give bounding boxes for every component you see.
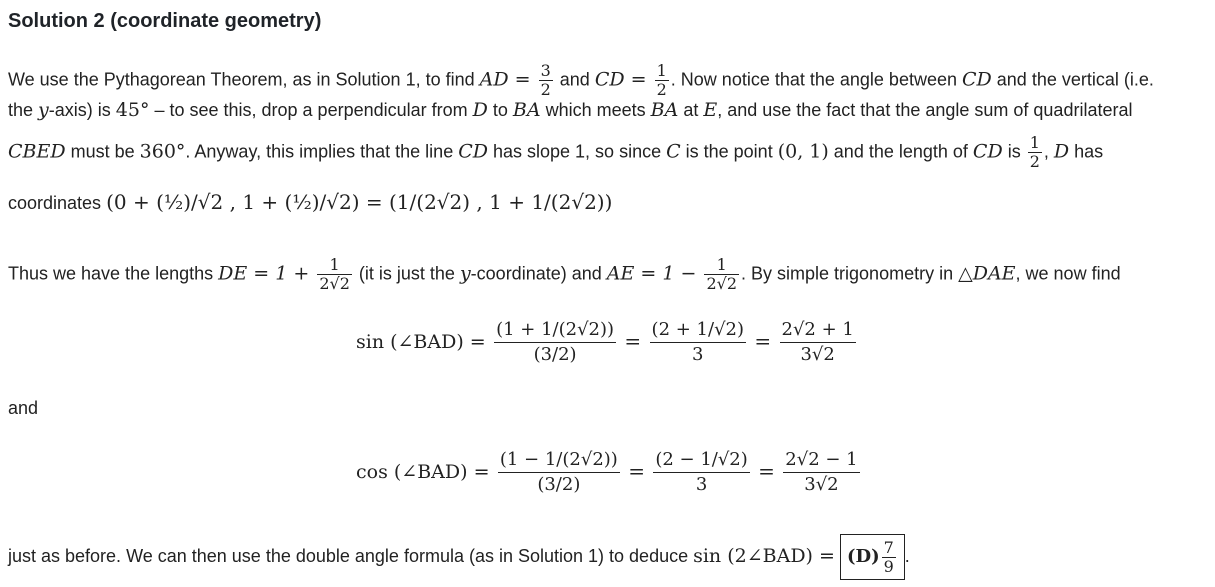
p1-math: BA bbox=[512, 99, 541, 121]
p1-math: AD = bbox=[479, 68, 537, 91]
p1-text: We use the Pythagorean Theorem, as in Solution 1, to find bbox=[8, 69, 480, 90]
paragraph-1-line-3 bbox=[8, 133, 1104, 171]
p1-text: to bbox=[487, 100, 513, 120]
paragraph-2 bbox=[8, 255, 1121, 293]
p1-text: and the length of bbox=[828, 141, 973, 162]
final-period: . bbox=[904, 545, 910, 566]
p1-text: and the vertical (i.e. bbox=[991, 69, 1154, 90]
answer-fraction: $\frac{7}{9}$ bbox=[883, 537, 894, 576]
answer-choice: (D) bbox=[846, 546, 880, 567]
p1-math: E bbox=[703, 99, 718, 121]
p1-math: C bbox=[666, 140, 681, 163]
cos-fraction-2: $\frac{(2 - 1/√2)}{3}$ bbox=[655, 449, 748, 495]
p1-text: , and use the fact that the angle sum of quadrilateral bbox=[717, 100, 1133, 120]
p1-math: 45° bbox=[115, 99, 150, 121]
p1-math: D bbox=[1053, 140, 1070, 163]
p1-text: -axis) is bbox=[48, 100, 116, 120]
p1-text: must be bbox=[65, 141, 140, 162]
sin-fraction-1: $\frac{(1 + 1/(2√2))}{(3/2)}$ bbox=[496, 319, 615, 365]
p1-text: is bbox=[1002, 141, 1026, 162]
and-text: and bbox=[8, 398, 39, 418]
d-coordinates-formula: (0 + (½)/√2 , 1 + (½)/√2) = (1/(2√2) , 1 + 1/(2√2)) bbox=[106, 190, 613, 214]
p1-text: . Now notice that the angle between bbox=[670, 69, 962, 90]
p1-math: D bbox=[472, 99, 488, 121]
equals-sign: = bbox=[758, 459, 775, 483]
cos-fraction-3: $\frac{2√2 - 1}{3√2}$ bbox=[785, 449, 858, 495]
p1-text: has slope 1, so since bbox=[487, 141, 667, 162]
p1-text: at bbox=[678, 100, 704, 120]
sin-equation bbox=[356, 318, 858, 367]
p1-text: coordinates bbox=[8, 193, 107, 213]
p1-math: CD bbox=[972, 140, 1003, 163]
p2-text: , we now find bbox=[1015, 263, 1121, 284]
p1-math: (0, 1) bbox=[777, 140, 829, 163]
final-math: sin (2∠BAD) = bbox=[693, 544, 835, 567]
paragraph-1-line-2 bbox=[8, 96, 1132, 124]
p1-math: CD bbox=[458, 140, 488, 163]
p2-text: Thus we have the lengths bbox=[8, 263, 219, 284]
p2-math: y bbox=[459, 262, 471, 285]
p2-text: (it is just the bbox=[353, 263, 460, 284]
solution-heading: Solution 2 (coordinate geometry) bbox=[8, 10, 322, 32]
equals-sign: = bbox=[754, 329, 772, 353]
fraction-1-over-2: $\frac{1}{2}$ bbox=[656, 61, 667, 99]
fraction-1-over-2: $\frac{1}{2}$ bbox=[1029, 133, 1040, 171]
p1-text: is the point bbox=[680, 141, 778, 162]
answer-box bbox=[840, 534, 905, 580]
p1-text: – to see this, drop a perpendicular from bbox=[149, 100, 473, 120]
sin-fraction-3: $\frac{2√2 + 1}{3√2}$ bbox=[781, 319, 854, 365]
p2-text: . By simple trigonometry in bbox=[741, 263, 959, 284]
p1-text: . Anyway, this implies that the line bbox=[185, 141, 459, 162]
p1-text: , bbox=[1043, 141, 1054, 162]
cos-equation bbox=[356, 448, 862, 497]
p1-math: y bbox=[38, 99, 49, 121]
cos-fraction-1: $\frac{(1 - 1/(2√2))}{(3/2)}$ bbox=[499, 449, 618, 495]
cos-lhs: cos (∠BAD) = bbox=[356, 461, 490, 483]
fraction-1-over-2root2: $\frac{1}{2√2}$ bbox=[706, 255, 738, 293]
final-line bbox=[8, 534, 910, 574]
p1-text: and bbox=[554, 69, 595, 90]
p1-math: CD bbox=[962, 68, 992, 91]
p1-math: CD = bbox=[594, 68, 653, 91]
equals-sign: = bbox=[624, 329, 642, 353]
p2-math: △DAE bbox=[958, 262, 1016, 285]
p2-text: -coordinate) and bbox=[470, 263, 607, 284]
p2-math: AE = 1 − bbox=[606, 262, 703, 285]
p1-math: BA bbox=[650, 99, 679, 121]
sin-lhs: sin (∠BAD) = bbox=[356, 331, 486, 353]
p1-text: which meets bbox=[540, 100, 651, 120]
fraction-3-over-2: $\frac{3}{2}$ bbox=[540, 61, 551, 99]
paragraph-1-line-1 bbox=[8, 61, 1154, 99]
fraction-1-over-2root2: $\frac{1}{2√2}$ bbox=[319, 255, 350, 293]
equals-sign: = bbox=[628, 459, 645, 483]
paragraph-1-line-4 bbox=[8, 188, 612, 216]
p1-math: 360° bbox=[139, 140, 186, 163]
p1-text: the bbox=[8, 100, 39, 120]
sin-fraction-2: $\frac{(2 + 1/√2)}{3}$ bbox=[651, 319, 745, 365]
p1-text: has bbox=[1069, 141, 1104, 162]
p1-math: CBED bbox=[8, 140, 66, 163]
p2-math: DE = 1 + bbox=[218, 262, 316, 285]
final-text: just as before. We can then use the double angle formula (as in Solution 1) to deduce bbox=[8, 545, 694, 566]
